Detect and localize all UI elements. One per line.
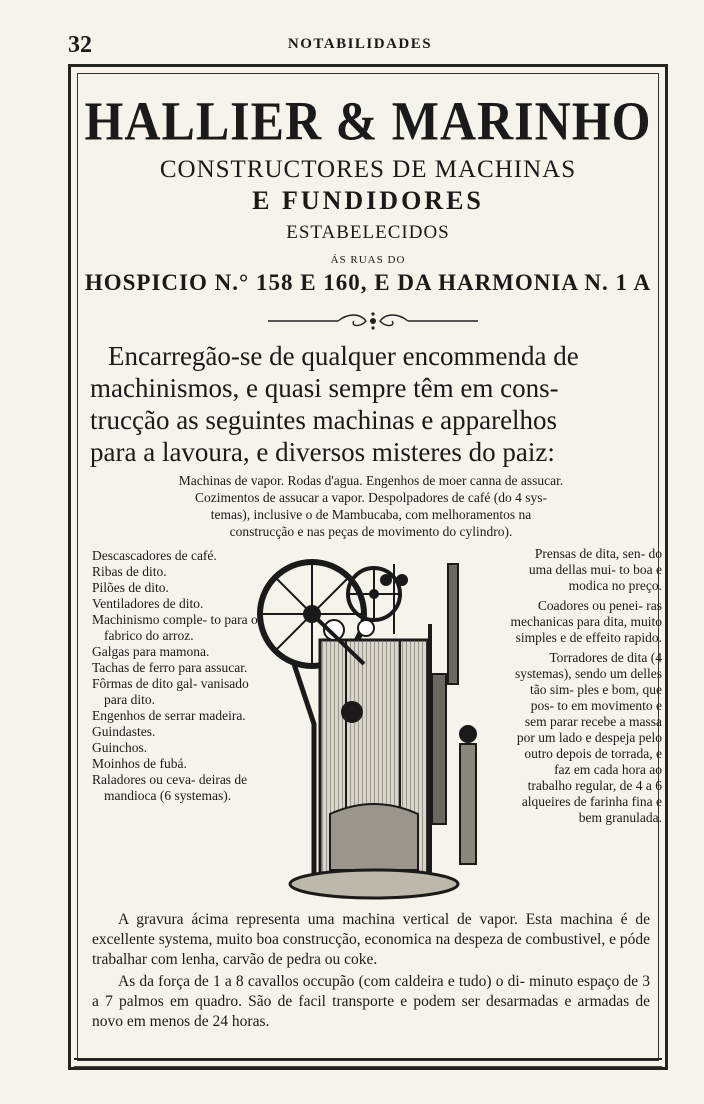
running-head <box>60 30 660 60</box>
page-number: 32 <box>68 32 92 58</box>
intro-line: temas), inclusive o de Mambucaba, com melhoramentos na <box>210 507 532 522</box>
left-column-list <box>92 548 262 804</box>
streets-line: ÁS RUAS DO <box>330 254 406 266</box>
address-line: HOSPICIO N.° 158 E 160, E DA HARMONIA N. 1 A <box>84 270 652 295</box>
intro-line: Cozimentos de assucar a vapor. Despolpadores de café (do 4 sys- <box>194 490 547 505</box>
trade-line-2: E FUNDIDORES <box>252 186 484 215</box>
established-line: ESTABELECIDOS <box>286 222 450 243</box>
right-column-list <box>510 546 662 830</box>
firm-name: HALLIER & MARINHO <box>84 89 652 152</box>
description-paragraph: A gravura ácima representa uma machina vertical de vapor. Esta machina é de excellente systema, muito boa construcção, economica na despeza de combustivel, e póde trabalhar com lenha, carvão de pedra ou coke. <box>92 911 650 968</box>
list-item: Coadores ou penei- ras mechanicas para dita, muito simples e de effeito rapido. <box>510 598 662 645</box>
list-item: Machinismo comple- to para o fabrico do arroz. <box>92 612 258 643</box>
lead-line: trucção as seguintes machinas e apparelhos <box>90 405 558 435</box>
trade-line: CONSTRUCTORES DE MACHINAS <box>159 156 577 183</box>
lead-paragraph <box>90 340 650 468</box>
intro-line: Machinas de vapor. Rodas d'agua. Engenhos de moer canna de assucar. <box>178 473 564 488</box>
list-item: Fôrmas de dito gal- vanisado para dito. <box>92 676 249 707</box>
list-item: Descascadores de café. <box>92 548 217 563</box>
advert-inner-border <box>77 73 662 1061</box>
ornament-flourish-icon <box>268 310 478 332</box>
list-item: Galgas para mamona. <box>92 644 210 659</box>
intro-line: construcção e nas peças de movimento do cylindro). <box>229 524 513 539</box>
list-item: Ventiladores de dito. <box>92 596 204 611</box>
list-item: Engenhos de serrar madeira. <box>92 708 246 723</box>
list-item: Moinhos de fubá. <box>92 756 187 771</box>
bottom-rule <box>74 1058 662 1067</box>
list-item: Prensas de dita, sen- do uma dellas mui- to boa e modica no preço. <box>528 546 662 593</box>
list-item: Torradores de dita (4 systemas), sendo um delles tão sim- ples e bom, que pos- to em movimento e sem parar recebe a massa por um lado e despeja pelo outro depois de torrada, e faz em cada hora ao trabalho regular, de 4 a 6 alqueires de farinha fina e bem granulada. <box>515 650 662 825</box>
advert-frame <box>68 64 668 1070</box>
list-item: Pilões de dito. <box>92 580 169 595</box>
lead-line: machinismos, e quasi sempre têm em cons- <box>90 373 559 403</box>
running-title: NOTABILIDADES <box>287 36 433 52</box>
description-paragraph: As da força de 1 a 8 cavallos occupão (com caldeira e tudo) o di- minuto espaço de 3 a 7 palmos em quadro. São de facil transporte e podem ser desarmadas e armadas de novo em menos de 24 horas. <box>92 973 650 1030</box>
list-item: Raladores ou ceva- deiras de mandioca (6 systemas). <box>92 772 248 803</box>
list-item: Tachas de ferro para assucar. <box>92 660 248 675</box>
list-item: Ribas de dito. <box>92 564 167 579</box>
steam-engine-engraving-icon <box>254 544 506 916</box>
machine-list-intro <box>92 472 650 540</box>
description-text <box>92 910 650 1032</box>
lead-line: para a lavoura, e diversos misteres do paiz: <box>90 437 555 467</box>
lead-line: Encarregão-se de qualquer encommenda de <box>108 341 579 371</box>
list-item: Guindastes. <box>92 724 156 739</box>
list-item: Guinchos. <box>92 740 148 755</box>
